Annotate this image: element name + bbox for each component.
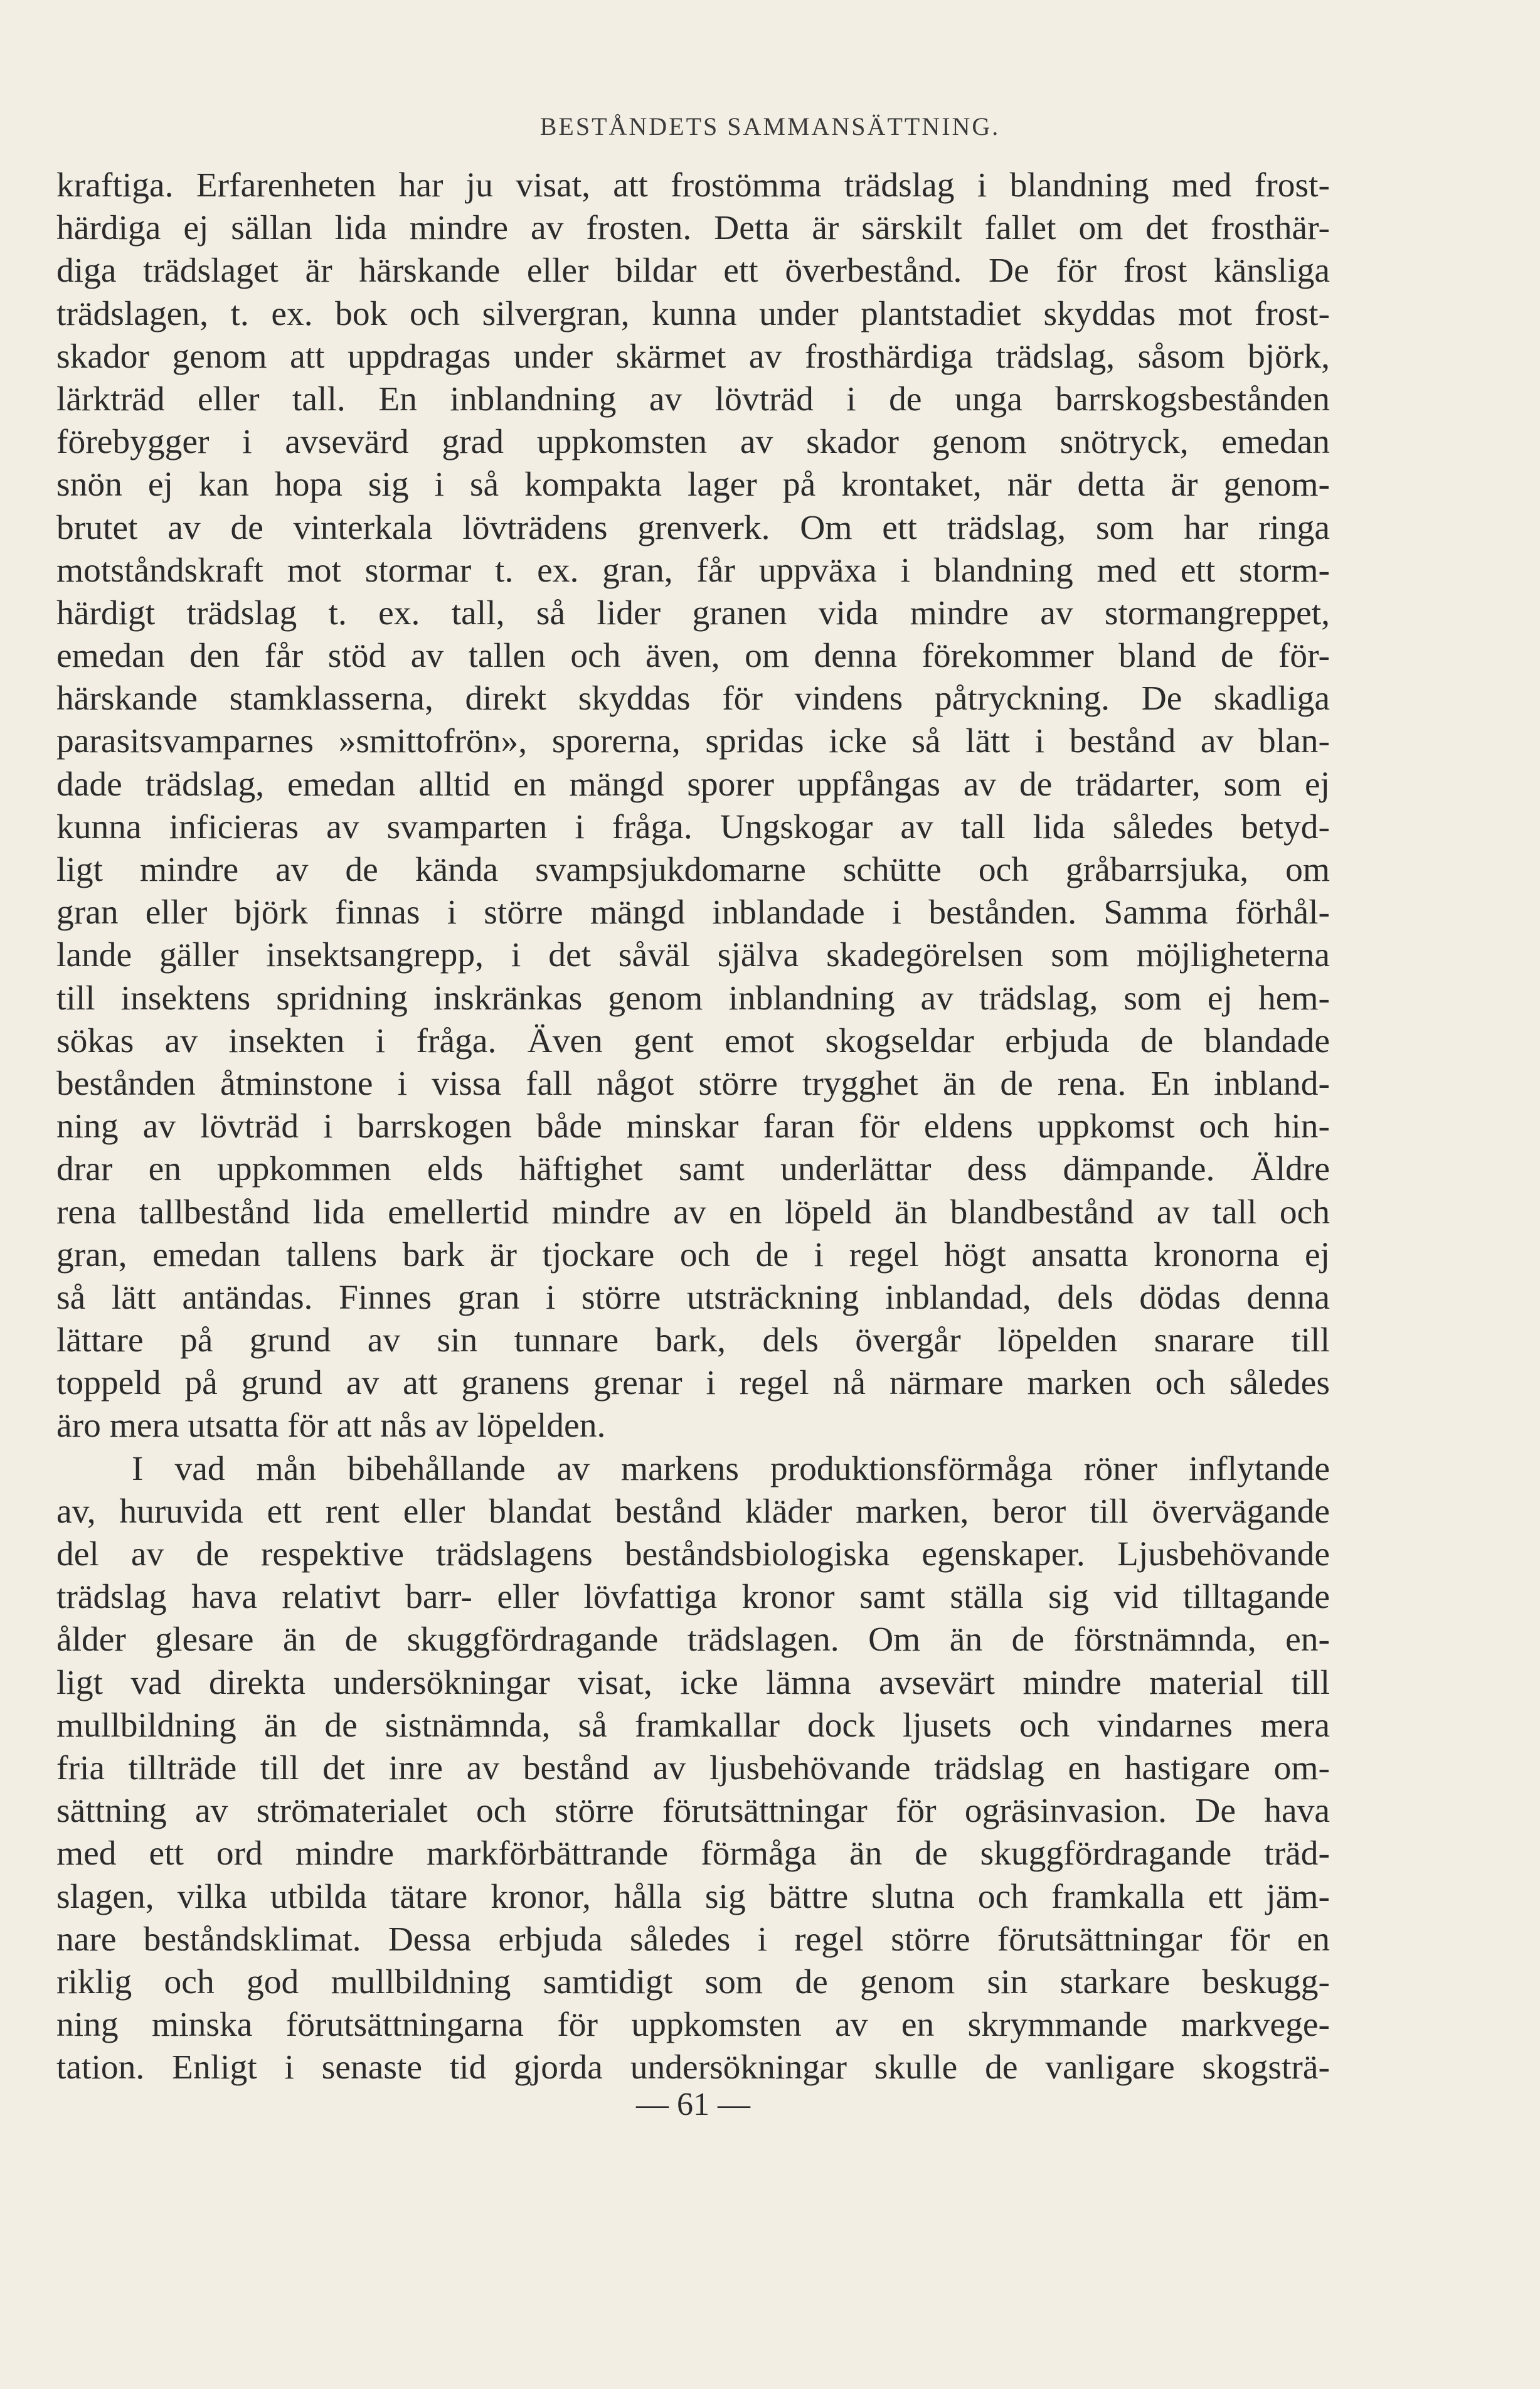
text-line: mullbildning än de sistnämnda, så framkallar dock ljusets och vindarnes mera xyxy=(56,1706,1330,1745)
text-line: bestånden åtminstone i vissa fall något större trygghet än de rena. En inbland- xyxy=(56,1064,1330,1103)
text-line: förebygger i avsevärd grad uppkomsten av skador genom snötryck, emedan xyxy=(56,423,1330,462)
text-line: med ett ord mindre markförbättrande förmåga än de skuggfördragande träd- xyxy=(56,1834,1330,1873)
text-line: slagen, vilka utbilda tätare kronor, hålla sig bättre slutna och framkalla ett jäm- xyxy=(56,1877,1330,1916)
text-line: motståndskraft mot stormar t. ex. gran, får uppväxa i blandning med ett storm- xyxy=(56,551,1330,590)
text-line: lande gäller insektsangrepp, i det såväl själva skadegörelsen som möjligheterna xyxy=(56,936,1330,975)
text-line: till insektens spridning inskränkas genom inblandning av trädslag, som ej hem- xyxy=(56,979,1330,1018)
text-line: toppeld på grund av att granens grenar i regel nå närmare marken och således xyxy=(56,1364,1330,1403)
text-line: lättare på grund av sin tunnare bark, dels övergår löpelden snarare till xyxy=(56,1321,1330,1360)
page-number: — 61 — xyxy=(636,2087,750,2122)
text-line: del av de respektive trädslagens beståndsbiologiska egenskaper. Ljusbehövande xyxy=(56,1535,1330,1573)
text-line: tation. Enligt i senaste tid gjorda undersökningar skulle de vanligare skogsträ- xyxy=(56,2048,1330,2087)
text-line: ning av lövträd i barrskogen både minskar faran för eldens uppkomst och hin- xyxy=(56,1107,1330,1146)
text-line: trädslag hava relativt barr- eller lövfattiga kronor samt ställa sig vid tilltagande xyxy=(56,1578,1330,1617)
text-line: härskande stamklasserna, direkt skyddas för vindens påtryckning. De skadliga xyxy=(56,679,1330,718)
text-line: härdigt trädslag t. ex. tall, så lider granen vida mindre av stormangreppet, xyxy=(56,593,1330,632)
running-head: BESTÅNDETS SAMMANSÄTTNING. xyxy=(539,112,1001,141)
body-text xyxy=(56,164,1330,2089)
text-line: kunna inficieras av svamparten i fråga. Ungskogar av tall lida således betyd- xyxy=(56,807,1330,846)
text-line: trädslagen, t. ex. bok och silvergran, kunna under plantstadiet skyddas mot frost- xyxy=(56,294,1330,333)
text-line: riklig och god mullbildning samtidigt som de genom sin starkare beskugg- xyxy=(56,1962,1330,2001)
text-line: I vad mån bibehållande av markens produktionsförmåga röner inflytande xyxy=(132,1449,1330,1488)
text-line: ålder glesare än de skuggfördragande trädslagen. Om än de förstnämnda, en- xyxy=(56,1620,1330,1659)
text-line: brutet av de vinterkala lövträdens grenverk. Om ett trädslag, som har ringa xyxy=(56,508,1330,547)
text-line: diga trädslaget är härskande eller bildar ett överbestånd. De för frost känsliga xyxy=(56,252,1330,290)
text-line: emedan den får stöd av tallen och även, om denna förekommer bland de för- xyxy=(56,637,1330,676)
text-line: dade trädslag, emedan alltid en mängd sporer uppfångas av de trädarter, som ej xyxy=(56,765,1330,804)
text-line: kraftiga. Erfarenheten har ju visat, att frostömma trädslag i blandning med frost- xyxy=(56,166,1330,205)
text-line: snön ej kan hopa sig i så kompakta lager på krontaket, när detta är genom- xyxy=(56,466,1330,504)
text-line: härdiga ej sällan lida mindre av frosten. Detta är särskilt fallet om det frosthär- xyxy=(56,209,1330,248)
text-line: rena tallbestånd lida emellertid mindre av en löpeld än blandbestånd av tall och xyxy=(56,1193,1330,1232)
text-line: parasitsvamparnes »smittofrön», sporerna, spridas icke så lätt i bestånd av blan- xyxy=(56,722,1330,761)
text-line: lärkträd eller tall. En inblandning av lövträd i de unga barrskogsbestånden xyxy=(56,380,1330,418)
text-line: ligt vad direkta undersökningar visat, icke lämna avsevärt mindre material till xyxy=(56,1663,1330,1702)
text-line: gran eller björk finnas i större mängd inblandade i bestånden. Samma förhål- xyxy=(56,893,1330,932)
text-line: äro mera utsatta för att nås av löpelden. xyxy=(56,1407,606,1445)
text-line: nare beståndsklimat. Dessa erbjuda således i regel större förutsättningar för en xyxy=(56,1920,1330,1959)
text-line: gran, emedan tallens bark är tjockare och de i regel högt ansatta kronorna ej xyxy=(56,1235,1330,1274)
text-line: drar en uppkommen elds häftighet samt underlättar dess dämpande. Äldre xyxy=(56,1150,1330,1189)
text-line: ligt mindre av de kända svampsjukdomarne schütte och gråbarrsjuka, om xyxy=(56,851,1330,889)
text-line: fria tillträde till det inre av bestånd av ljusbehövande trädslag en hastigare om- xyxy=(56,1748,1330,1787)
text-line: sättning av strömaterialet och större förutsättningar för ogräsinvasion. De hava xyxy=(56,1792,1330,1831)
text-line: skador genom att uppdragas under skärmet av frosthärdiga trädslag, såsom björk, xyxy=(56,337,1330,376)
text-line: av, huruvida ett rent eller blandat bestånd kläder marken, beror till övervägande xyxy=(56,1492,1330,1531)
text-line: sökas av insekten i fråga. Även gent emot skogseldar erbjuda de blandade xyxy=(56,1021,1330,1060)
text-line: ning minska förutsättningarna för uppkomsten av en skrymmande markvege- xyxy=(56,2006,1330,2045)
text-line: så lätt antändas. Finnes gran i större utsträckning inblandad, dels dödas denna xyxy=(56,1278,1330,1317)
